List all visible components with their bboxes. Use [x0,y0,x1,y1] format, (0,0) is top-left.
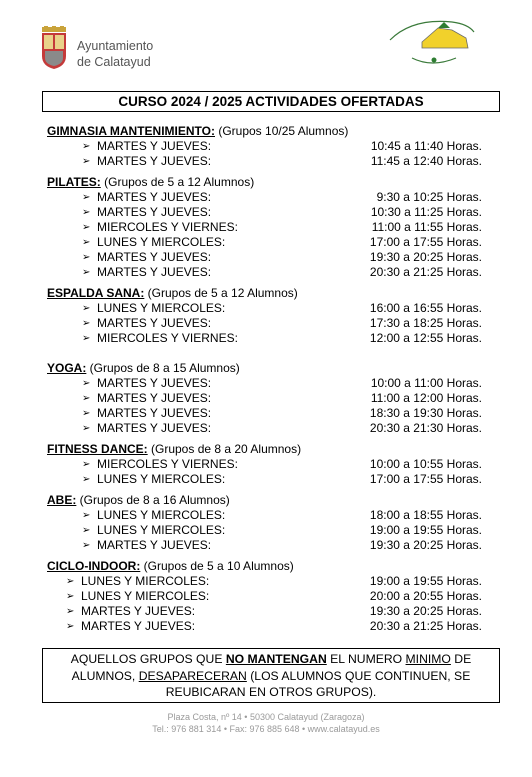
schedule-row [0,574,532,589]
section-heading [47,124,348,139]
schedule-days: MARTES Y JUEVES: [81,619,196,633]
schedule-hours: 19:30 a 20:25 Horas. [369,604,482,618]
calatayud-coat-of-arms-icon [40,26,68,70]
schedule-row [0,235,532,250]
notice-text: DE [450,652,472,666]
schedule-row [0,472,532,487]
notice-minimo: MINIMO [405,652,451,666]
schedule-row [0,331,532,346]
section-name: GIMNASIA MANTENIMIENTO: [47,124,215,138]
arrow-bullet-icon: ➢ [82,141,91,152]
schedule-hours: 19:30 a 20:25 Horas. [369,538,482,552]
schedule-row [0,589,532,604]
schedule-days: MARTES Y JUEVES: [81,604,196,618]
section-group-size: (Grupos de 8 a 15 Alumnos) [86,361,240,375]
schedule-hours: 20:30 a 21:25 Horas. [369,619,482,633]
schedule-days: MARTES Y JUEVES: [97,316,212,330]
arrow-bullet-icon: ➢ [82,408,91,419]
schedule-hours: 19:00 a 19:55 Horas. [369,574,482,588]
schedule-row [0,139,532,154]
schedule-row [0,538,532,553]
servicio-municipal-deportes-logo-icon [382,14,482,76]
section-heading [47,559,294,574]
schedule-hours: 19:30 a 20:25 Horas. [369,250,482,264]
notice-text: ALUMNOS, [71,668,139,683]
schedule-hours: 12:00 a 12:55 Horas. [369,331,482,345]
section-heading [47,493,230,508]
schedule-hours: 17:00 a 17:55 Horas. [369,472,482,486]
schedule-row [0,523,532,538]
schedule-hours: 19:00 a 19:55 Horas. [369,523,482,537]
schedule-hours: 10:45 a 11:40 Horas. [370,139,482,153]
schedule-days: MARTES Y JUEVES: [97,139,212,153]
section-group-size: (Grupos de 8 a 16 Alumnos) [76,493,230,507]
schedule-row [0,265,532,280]
section-name: FITNESS DANCE: [47,442,148,456]
notice-no-mantengan: NO MANTENGAN [225,652,327,666]
schedule-days: MARTES Y JUEVES: [97,406,212,420]
arrow-bullet-icon: ➢ [66,591,75,602]
schedule-row [0,376,532,391]
arrow-bullet-icon: ➢ [66,621,75,632]
arrow-bullet-icon: ➢ [82,237,91,248]
schedule-days: MARTES Y JUEVES: [97,391,212,405]
notice-line2 [43,668,499,685]
page-title: CURSO 2024 / 2025 ACTIVIDADES OFERTADAS [42,91,500,112]
schedule-hours: 20:30 a 21:25 Horas. [369,265,482,279]
schedule-days: MARTES Y JUEVES: [97,154,212,168]
section-name: ABE: [47,493,77,507]
section-group-size: (Grupos de 5 a 12 Alumnos) [100,175,255,189]
arrow-bullet-icon: ➢ [82,525,91,536]
notice-desapareceran: DESAPARECERAN [138,668,247,683]
arrow-bullet-icon: ➢ [82,459,91,470]
section-name: PILATES: [47,175,101,189]
schedule-row [0,421,532,436]
schedule-hours: 20:30 a 21:30 Horas. [369,421,482,435]
schedule-days: LUNES Y MIERCOLES: [97,523,226,537]
arrow-bullet-icon: ➢ [82,267,91,278]
section-group-size: (Grupos de 8 a 20 Alumnos) [147,442,302,456]
schedule-days: MARTES Y JUEVES: [97,250,212,264]
schedule-row [0,301,532,316]
arrow-bullet-icon: ➢ [82,378,91,389]
arrow-bullet-icon: ➢ [82,333,91,344]
schedule-days: LUNES Y MIERCOLES: [81,589,210,603]
section-heading [47,361,240,376]
section-name: ESPALDA SANA: [47,286,145,300]
arrow-bullet-icon: ➢ [82,474,91,485]
minimum-students-notice [42,648,500,703]
schedule-row [0,457,532,472]
schedule-days: LUNES Y MIERCOLES: [97,301,226,315]
arrow-bullet-icon: ➢ [82,510,91,521]
schedule-days: LUNES Y MIERCOLES: [81,574,210,588]
schedule-row [0,619,532,634]
schedule-row [0,154,532,169]
schedule-hours: 20:00 a 20:55 Horas. [369,589,482,603]
section-name: YOGA: [47,361,87,375]
arrow-bullet-icon: ➢ [66,576,75,587]
schedule-row [0,316,532,331]
schedule-row [0,604,532,619]
schedule-days: LUNES Y MIERCOLES: [97,472,226,486]
page-header [0,0,532,86]
schedule-hours: 10:00 a 11:00 Horas. [370,376,482,390]
schedule-row [0,220,532,235]
schedule-hours: 11:45 a 12:40 Horas. [370,154,482,168]
section-heading [47,286,298,301]
ayuntamiento-logo [40,26,153,70]
section-group-size: (Grupos de 5 a 10 Alumnos) [140,559,294,573]
schedule-days: LUNES Y MIERCOLES: [97,235,226,249]
schedule-row [0,391,532,406]
ayuntamiento-line1: Ayuntamiento [77,39,154,53]
arrow-bullet-icon: ➢ [82,222,91,233]
arrow-bullet-icon: ➢ [66,606,75,617]
section-heading [47,442,301,457]
schedule-row [0,250,532,265]
arrow-bullet-icon: ➢ [82,303,91,314]
schedule-row [0,190,532,205]
schedule-hours: 10:00 a 10:55 Horas. [369,457,482,471]
arrow-bullet-icon: ➢ [82,156,91,167]
footer-contact: Tel.: 976 881 314 • Fax: 976 885 648 • www.calatayud.es [152,724,380,734]
schedule-row [0,406,532,421]
arrow-bullet-icon: ➢ [82,252,91,263]
schedule-hours: 17:30 a 18:25 Horas. [369,316,482,330]
arrow-bullet-icon: ➢ [82,393,91,404]
schedule-days: MARTES Y JUEVES: [97,265,212,279]
section-name: CICLO-INDOOR: [47,559,141,573]
arrow-bullet-icon: ➢ [82,540,91,551]
arrow-bullet-icon: ➢ [82,423,91,434]
schedule-hours: 18:30 a 19:30 Horas. [369,406,482,420]
schedule-hours: 11:00 a 11:55 Horas. [371,220,482,234]
ayuntamiento-name [77,38,153,70]
schedule-row [0,205,532,220]
notice-text: (LOS ALUMNOS QUE CONTINUEN, SE [246,668,471,683]
arrow-bullet-icon: ➢ [82,207,91,218]
schedule-days: MARTES Y JUEVES: [97,538,212,552]
schedule-hours: 11:00 a 12:00 Horas. [370,391,482,405]
schedule-days: LUNES Y MIERCOLES: [97,508,226,522]
notice-text: EL NUMERO [326,652,406,666]
section-group-size: (Grupos 10/25 Alumnos) [215,124,349,138]
arrow-bullet-icon: ➢ [82,192,91,203]
schedule-days: MARTES Y JUEVES: [97,376,212,390]
ayuntamiento-line2: de Calatayud [77,55,151,69]
schedule-days: MARTES Y JUEVES: [97,190,212,204]
schedule-hours: 17:00 a 17:55 Horas. [369,235,482,249]
section-heading [47,175,254,190]
schedule-days: MIERCOLES Y VIERNES: [97,457,238,471]
schedule-days: MARTES Y JUEVES: [97,421,212,435]
footer-address: Plaza Costa, nº 14 • 50300 Calatayud (Zaragoza) [167,712,365,722]
schedule-hours: 9:30 a 10:25 Horas. [376,190,482,204]
schedule-days: MIERCOLES Y VIERNES: [97,220,238,234]
arrow-bullet-icon: ➢ [82,318,91,329]
notice-text: AQUELLOS GRUPOS QUE [70,652,226,666]
schedule-days: MIERCOLES Y VIERNES: [97,331,238,345]
schedule-hours: 18:00 a 18:55 Horas. [369,508,482,522]
notice-line1 [43,651,499,668]
schedule-days: MARTES Y JUEVES: [97,205,212,219]
schedule-row [0,508,532,523]
schedule-hours: 16:00 a 16:55 Horas. [369,301,482,315]
section-group-size: (Grupos de 5 a 12 Alumnos) [144,286,298,300]
notice-line3: REUBICARAN EN OTROS GRUPOS). [165,685,377,699]
deportes-logo [382,14,482,76]
page-footer [0,711,532,735]
schedule-hours: 10:30 a 11:25 Horas. [370,205,482,219]
